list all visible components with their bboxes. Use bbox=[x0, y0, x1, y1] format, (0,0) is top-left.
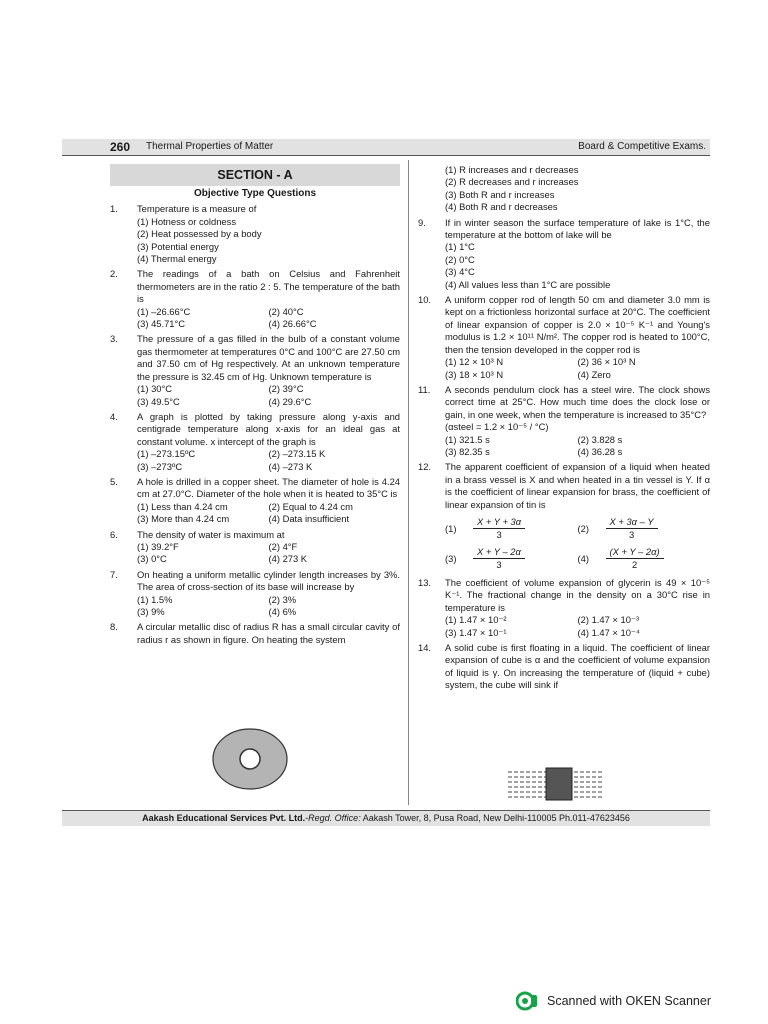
fraction-denominator: 3 bbox=[496, 559, 502, 571]
question-number: 13. bbox=[418, 576, 432, 588]
question-number: 2. bbox=[110, 268, 118, 280]
question-number: 5. bbox=[110, 475, 118, 487]
scanner-text: Scanned with OKEN Scanner bbox=[547, 994, 711, 1008]
question bbox=[110, 411, 400, 473]
fraction-denominator: 3 bbox=[496, 529, 502, 541]
option: (3) –273ºC bbox=[137, 460, 183, 472]
question-number: 12. bbox=[418, 461, 432, 473]
option: (2) 4°F bbox=[268, 540, 298, 552]
fraction-option-row bbox=[445, 544, 710, 574]
question bbox=[110, 621, 400, 646]
question-text: A graph is plotted by taking pressure along y-axis and centigrade temperature along x-axis for an ideal gas at constant volume. x intercept of the graph is bbox=[137, 410, 400, 447]
question bbox=[110, 268, 400, 330]
option-list bbox=[445, 356, 710, 381]
question-text: The density of water is maximum at bbox=[137, 528, 285, 540]
oken-scanner-logo-icon bbox=[516, 991, 538, 1011]
option: (1) 1.47 × 10⁻² bbox=[445, 614, 507, 626]
question-number: 8. bbox=[110, 621, 118, 633]
right-question-list bbox=[418, 217, 710, 511]
section-title: SECTION - A bbox=[110, 164, 400, 186]
question-number: 14. bbox=[418, 642, 432, 653]
question-note: (αsteel = 1.2 × 10⁻⁵ / °C) bbox=[445, 421, 549, 433]
option: (4) Thermal energy bbox=[137, 253, 217, 265]
option: (1) 1.5% bbox=[137, 593, 173, 605]
option: (2) 1.47 × 10⁻³ bbox=[577, 614, 639, 626]
option: (3) More than 4.24 cm bbox=[137, 513, 230, 525]
scanner-watermark bbox=[516, 991, 711, 1011]
option-label: (2) bbox=[577, 522, 589, 534]
fraction-numerator: X + 3α – Y bbox=[606, 516, 658, 529]
fraction-denominator: 3 bbox=[628, 529, 635, 541]
option: (1) Hotness or coldness bbox=[137, 215, 237, 227]
question-number: 10. bbox=[418, 294, 432, 306]
option: (2) 3% bbox=[268, 593, 297, 605]
page-footer bbox=[62, 810, 710, 826]
option: (1) 1°C bbox=[445, 241, 475, 253]
option: (1) –26.66°C bbox=[137, 305, 191, 317]
option: (1) 12 × 10³ N bbox=[445, 356, 504, 368]
option: (3) 45.71°C bbox=[137, 318, 186, 330]
option: (3) 4°C bbox=[445, 266, 475, 278]
question-text: A circular metallic disc of radius R has a small circular cavity of radius r as shown in figure. On heating the system bbox=[137, 621, 400, 645]
fraction-option bbox=[445, 546, 578, 572]
option-list bbox=[137, 541, 400, 566]
page-header bbox=[62, 139, 710, 156]
fraction bbox=[606, 516, 658, 542]
option: (2) 0°C bbox=[445, 253, 475, 265]
footer-regd: -Regd. Office: bbox=[305, 813, 361, 823]
option-list bbox=[137, 448, 400, 473]
option: (2) 36 × 10³ N bbox=[577, 356, 636, 368]
fraction-option-row bbox=[445, 514, 710, 544]
option: (4) 36.28 s bbox=[577, 445, 623, 457]
option: (2) R decreases and r increases bbox=[445, 176, 579, 188]
disc-with-cavity-figure bbox=[210, 727, 290, 791]
left-column bbox=[110, 164, 400, 649]
fraction-denominator: 2 bbox=[631, 559, 638, 571]
question-text: A hole is drilled in a copper sheet. The diameter of hole is 4.24 cm at 27.0°C. Diameter of the hole when it is heated to 35°C is bbox=[137, 475, 400, 500]
book-title: Board & Competitive Exams. bbox=[578, 141, 706, 152]
option: (1) R increases and r decreases bbox=[445, 164, 579, 175]
question bbox=[418, 294, 710, 381]
fraction-numerator: (X + Y – 2α) bbox=[606, 546, 664, 559]
option: (4) All values less than 1°C are possible bbox=[445, 278, 611, 290]
question-text: The coefficient of volume expansion of glycerin is 49 × 10⁻⁵ K⁻¹. The fractional change in the density on a 30°C rise in temperature is bbox=[445, 576, 710, 613]
question bbox=[418, 577, 710, 639]
option: (1) 321.5 s bbox=[445, 433, 490, 445]
question bbox=[418, 642, 710, 692]
fraction bbox=[473, 516, 525, 542]
left-question-list bbox=[110, 203, 400, 646]
question-number: 1. bbox=[110, 203, 118, 215]
option: (4) 1.47 × 10⁻⁴ bbox=[577, 626, 640, 638]
footer-address: Aakash Tower, 8, Pusa Road, New Delhi-110005 Ph.011-47623456 bbox=[360, 813, 630, 823]
option-list bbox=[137, 306, 400, 331]
question-text: The apparent coefficient of expansion of a liquid when heated in a brass vessel is X and when heated in a tin vessel is Y. If α is the coefficient of linear expansion for brass, the coefficient of linear expansion of tin is bbox=[445, 461, 710, 510]
option: (4) Zero bbox=[577, 368, 611, 380]
question bbox=[110, 529, 400, 566]
q12-fraction-options bbox=[418, 514, 710, 574]
fraction-numerator: X + Y + 3α bbox=[473, 516, 525, 529]
question-number: 6. bbox=[110, 528, 118, 540]
option: (1) 39.2°F bbox=[137, 540, 179, 552]
fraction bbox=[473, 546, 525, 572]
option: (4) 29.6°C bbox=[268, 395, 312, 407]
option: (2) 39°C bbox=[268, 383, 304, 395]
option: (3) 0°C bbox=[137, 553, 167, 565]
question-text: A uniform copper rod of length 50 cm and diameter 3.0 mm is kept on a frictionless horizontal surface at 20°C. The coefficient of linear expansion of copper is 2.0 × 10⁻⁵ K⁻¹ and Young's modulus is 1.2 × 10¹¹ N/m². The copper rod is heated to 100°C, then the tension developed in the copper rod is bbox=[445, 294, 710, 355]
option: (3) 9% bbox=[137, 606, 165, 617]
question-text: A solid cube is first floating in a liquid. The coefficient of linear expansion of cube is α and the coefficient of volume expansion of liquid is γ. On increasing the temperature of (liquid + cube) system, the cube will sink if bbox=[445, 642, 710, 691]
question bbox=[418, 384, 710, 458]
question-text: The readings of a bath on Celsius and Fahrenheit thermometers are in the ratio 2 : 5. The temperature of the bath is bbox=[137, 268, 400, 305]
option: (3) 18 × 10³ N bbox=[445, 368, 504, 380]
fraction-numerator: X + Y – 2α bbox=[473, 546, 525, 559]
question bbox=[110, 203, 400, 265]
option: (3) 82.35 s bbox=[445, 445, 490, 457]
cube bbox=[546, 768, 572, 800]
option: (3) 49.5°C bbox=[137, 395, 180, 407]
option: (2) Heat possessed by a body bbox=[137, 228, 262, 240]
question-text: A seconds pendulum clock has a steel wire. The clock shows correct time at 25°C. How much time does the clock lose or gain, in one week, when the temperature is increased to 35°C? bbox=[445, 383, 710, 420]
option-label: (3) bbox=[445, 552, 457, 564]
chapter-title: Thermal Properties of Matter bbox=[146, 141, 274, 152]
option-label: (4) bbox=[577, 552, 589, 564]
fraction-option bbox=[445, 516, 578, 542]
option-list bbox=[137, 216, 400, 266]
question-number: 4. bbox=[110, 410, 118, 422]
right-question-list-b bbox=[418, 577, 710, 692]
option: (2) 40°C bbox=[268, 305, 304, 317]
option-list bbox=[137, 383, 400, 408]
question-number: 9. bbox=[418, 216, 426, 228]
question-number: 7. bbox=[110, 568, 118, 580]
question bbox=[110, 569, 400, 619]
option: (4) Both R and r decreases bbox=[445, 201, 558, 213]
subheading: Objective Type Questions bbox=[193, 188, 317, 199]
option: (2) –273.15 K bbox=[268, 448, 326, 460]
footer-company: Aakash Educational Services Pvt. Ltd. bbox=[142, 813, 306, 823]
page-number: 260 bbox=[110, 140, 131, 154]
question-text: On heating a uniform metallic cylinder length increases by 3%. The area of cross-section of its base will increase by bbox=[137, 568, 400, 593]
option-list bbox=[445, 614, 710, 639]
inner-cavity bbox=[240, 749, 260, 769]
question-text: Temperature is a measure of bbox=[137, 203, 257, 215]
option: (1) 30°C bbox=[137, 383, 173, 395]
fraction-option bbox=[578, 546, 711, 572]
option: (3) Potential energy bbox=[137, 240, 219, 252]
question-text: The pressure of a gas filled in the bulb of a constant volume gas thermometer at temperatures 0°C and 100°C are 27.50 cm and 37.50 cm of Hg respectively. At an unknown temperature the pressure is 32.45 cm of Hg. Unknown temperature is bbox=[137, 333, 400, 382]
option: (1) Less than 4.24 cm bbox=[137, 500, 228, 512]
right-column bbox=[418, 164, 710, 695]
option: (4) 26.66°C bbox=[268, 318, 317, 330]
option: (3) 1.47 × 10⁻¹ bbox=[445, 626, 507, 638]
option-list bbox=[137, 594, 400, 619]
option: (4) –273 K bbox=[268, 460, 313, 472]
option: (4) 273 K bbox=[268, 553, 308, 565]
question-number: 11. bbox=[418, 383, 431, 395]
q8-options bbox=[418, 164, 710, 214]
option: (4) 6% bbox=[268, 606, 297, 617]
option: (2) Equal to 4.24 cm bbox=[268, 500, 353, 512]
option: (1) –273.15ºC bbox=[137, 448, 196, 460]
option-list bbox=[445, 434, 710, 459]
question bbox=[110, 476, 400, 526]
option-list bbox=[137, 501, 400, 526]
question-text: If in winter season the surface temperature of lake is 1°C, the temperature at the bottom of lake will be bbox=[445, 216, 710, 241]
floating-cube-figure bbox=[506, 766, 606, 802]
fraction bbox=[606, 546, 664, 572]
option-label: (1) bbox=[445, 522, 457, 534]
option: (3) Both R and r increases bbox=[445, 188, 555, 200]
fraction-option bbox=[578, 516, 711, 542]
option-list bbox=[445, 241, 710, 291]
column-divider bbox=[408, 160, 409, 805]
question bbox=[418, 461, 710, 511]
question bbox=[110, 333, 400, 407]
option: (4) Data insufficient bbox=[268, 513, 350, 525]
question-number: 3. bbox=[110, 333, 118, 345]
question bbox=[418, 217, 710, 291]
option: (2) 3.828 s bbox=[577, 433, 623, 445]
